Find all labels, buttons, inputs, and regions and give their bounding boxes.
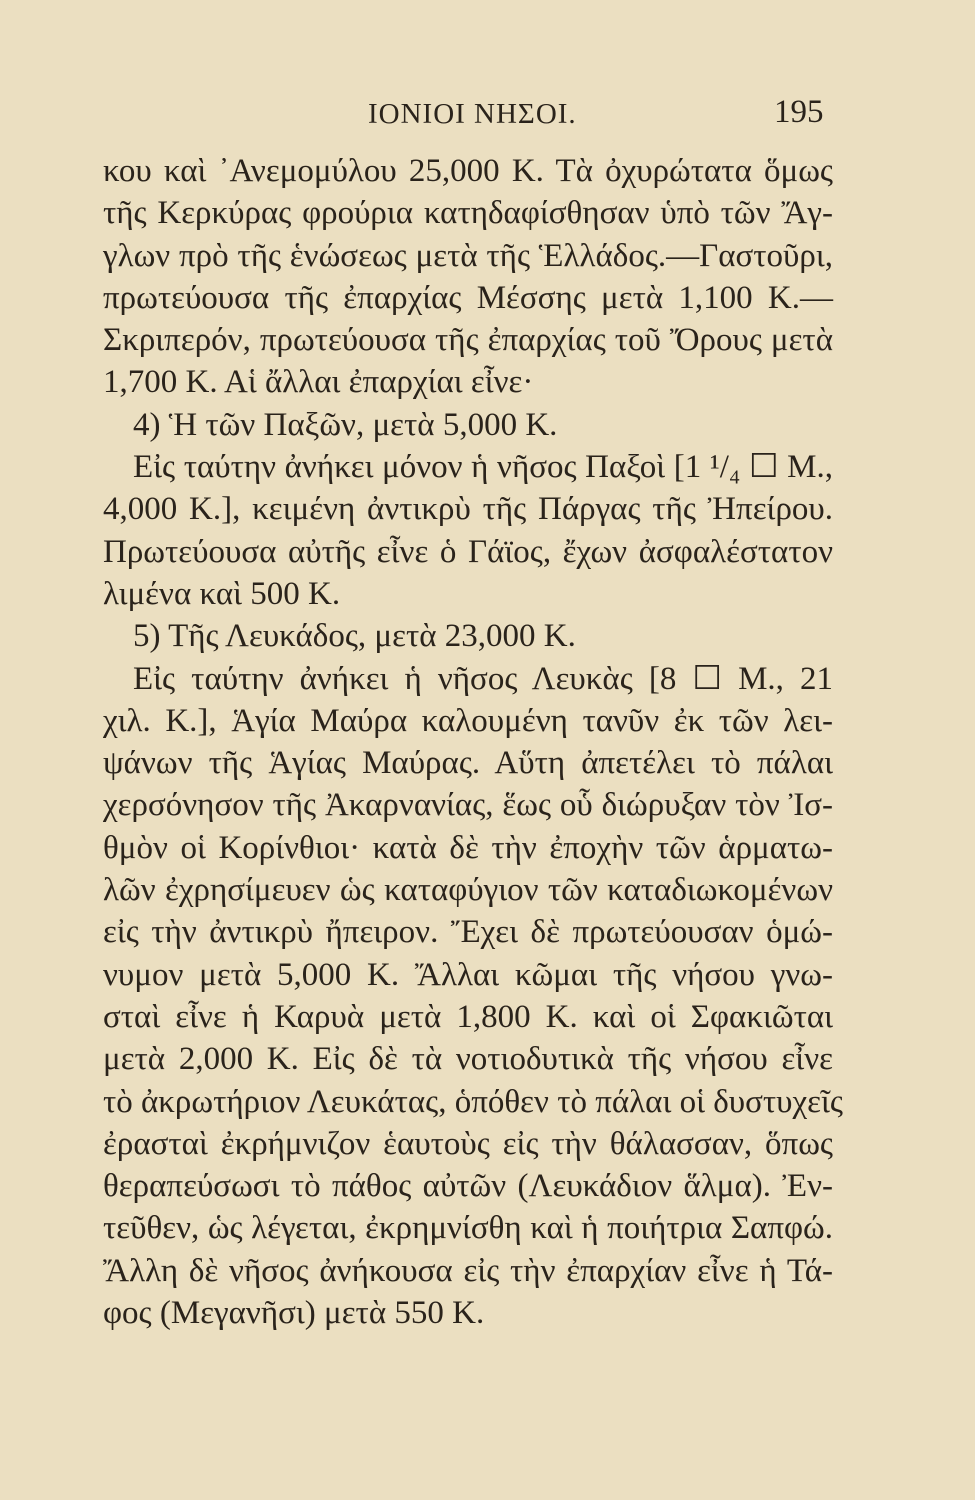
text-line: Ἄλλη δὲ νῆσος ἀνήκουσα εἰς τὴν ἐπαρχίαν εἶνε ἡ Τά- — [103, 1252, 833, 1289]
body-text — [103, 150, 843, 1334]
running-head: ΙΟΝΙΟΙ ΝΗΣΟΙ. — [368, 98, 577, 130]
text-line: θεραπεύσωσι τὸ πάθος αὐτῶν (Λευκάδιον ἅλμα). Ἐν- — [103, 1168, 833, 1205]
text-line: λιμένα καὶ 500 Κ. — [103, 575, 341, 612]
text-line: θμὸν οἱ Κορίνθιοι· κατὰ δὲ τὴν ἐποχὴν τῶν ἁρματω- — [103, 829, 833, 866]
text-line: νυμον μετὰ 5,000 Κ. Ἄλλαι κῶμαι τῆς νήσου γνω- — [103, 956, 833, 993]
text-line: χιλ. Κ.], Ἁγία Μαύρα καλουμένη τανῦν ἐκ τῶν λει- — [103, 702, 833, 739]
text-line: γλων πρὸ τῆς ἑνώσεως μετὰ τῆς Ἑλλάδος.—Γαστοῦρι, — [103, 237, 833, 274]
page-header — [0, 94, 975, 138]
text-line: Πρωτεύουσα αὐτῆς εἶνε ὁ Γάϊος, ἔχων ἀσφαλέστατον — [103, 533, 833, 570]
text-line: τὸ ἀκρωτήριον Λευκάτας, ὁπόθεν τὸ πάλαι οἱ δυστυχεῖς — [103, 1083, 843, 1120]
text-line: 1,700 Κ. Αἱ ἄλλαι ἐπαρχίαι εἶνε· — [103, 364, 534, 401]
text-line: 4,000 Κ.], κειμένη ἀντικρὺ τῆς Πάργας τῆς Ἠπείρου. — [103, 491, 833, 528]
text-line: μετὰ 2,000 Κ. Εἰς δὲ τὰ νοτιοδυτικὰ τῆς νήσου εἶνε — [103, 1041, 833, 1078]
text-line: τῆς Κερκύρας φρούρια κατηδαφίσθησαν ὑπὸ τῶν Ἄγ- — [103, 195, 833, 232]
section-heading: 4) Ἡ τῶν Παξῶν, μετὰ 5,000 Κ. — [133, 406, 558, 443]
text-line: Σκριπερόν, πρωτεύουσα τῆς ἐπαρχίας τοῦ Ὄρους μετὰ — [103, 322, 833, 359]
text-line: Εἰς ταύτην ἀνήκει ἡ νῆσος Λευκὰς [8 ☐ Μ., 21 — [133, 660, 833, 697]
text-line: πρωτεύουσα τῆς ἐπαρχίας Μέσσης μετὰ 1,100 Κ.— — [103, 279, 833, 316]
text-line: φος (Μεγανῆσι) μετὰ 550 Κ. — [103, 1295, 485, 1332]
text-line: σταὶ εἶνε ἡ Καρυὰ μετὰ 1,800 Κ. καὶ οἱ Σφακιῶται — [103, 998, 833, 1035]
text-line: τεῦθεν, ὡς λέγεται, ἐκρημνίσθη καὶ ἡ ποιήτρια Σαπφώ. — [103, 1210, 833, 1247]
text-line: ἐρασταὶ ἐκρήμνιζον ἑαυτοὺς εἰς τὴν θάλασσαν, ὅπως — [103, 1125, 833, 1162]
text-line: κου καὶ ᾿Ανεμομύλου 25,000 Κ. Τὰ ὀχυρώτατα ὅμως — [103, 153, 833, 189]
section-heading: 5) Τῆς Λευκάδος, μετὰ 23,000 Κ. — [133, 618, 576, 655]
text-line: Εἰς ταύτην ἀνήκει μόνον ἡ νῆσος Παξοὶ [1 ¹/₄ ☐ Μ., — [133, 449, 833, 486]
text-line: λῶν ἐχρησίμευεν ὡς καταφύγιον τῶν καταδιωκομένων — [103, 872, 833, 909]
page-number: 195 — [774, 94, 824, 130]
text-line: εἰς τὴν ἀντικρὺ ἤπειρον. Ἔχει δὲ πρωτεύουσαν ὁμώ- — [103, 914, 833, 951]
text-line: χερσόνησον τῆς Ἀκαρνανίας, ἕως οὗ διώρυξαν τὸν Ἰσ- — [103, 787, 833, 824]
text-line: ψάνων τῆς Ἁγίας Μαύρας. Αὕτη ἀπετέλει τὸ πάλαι — [103, 745, 833, 782]
